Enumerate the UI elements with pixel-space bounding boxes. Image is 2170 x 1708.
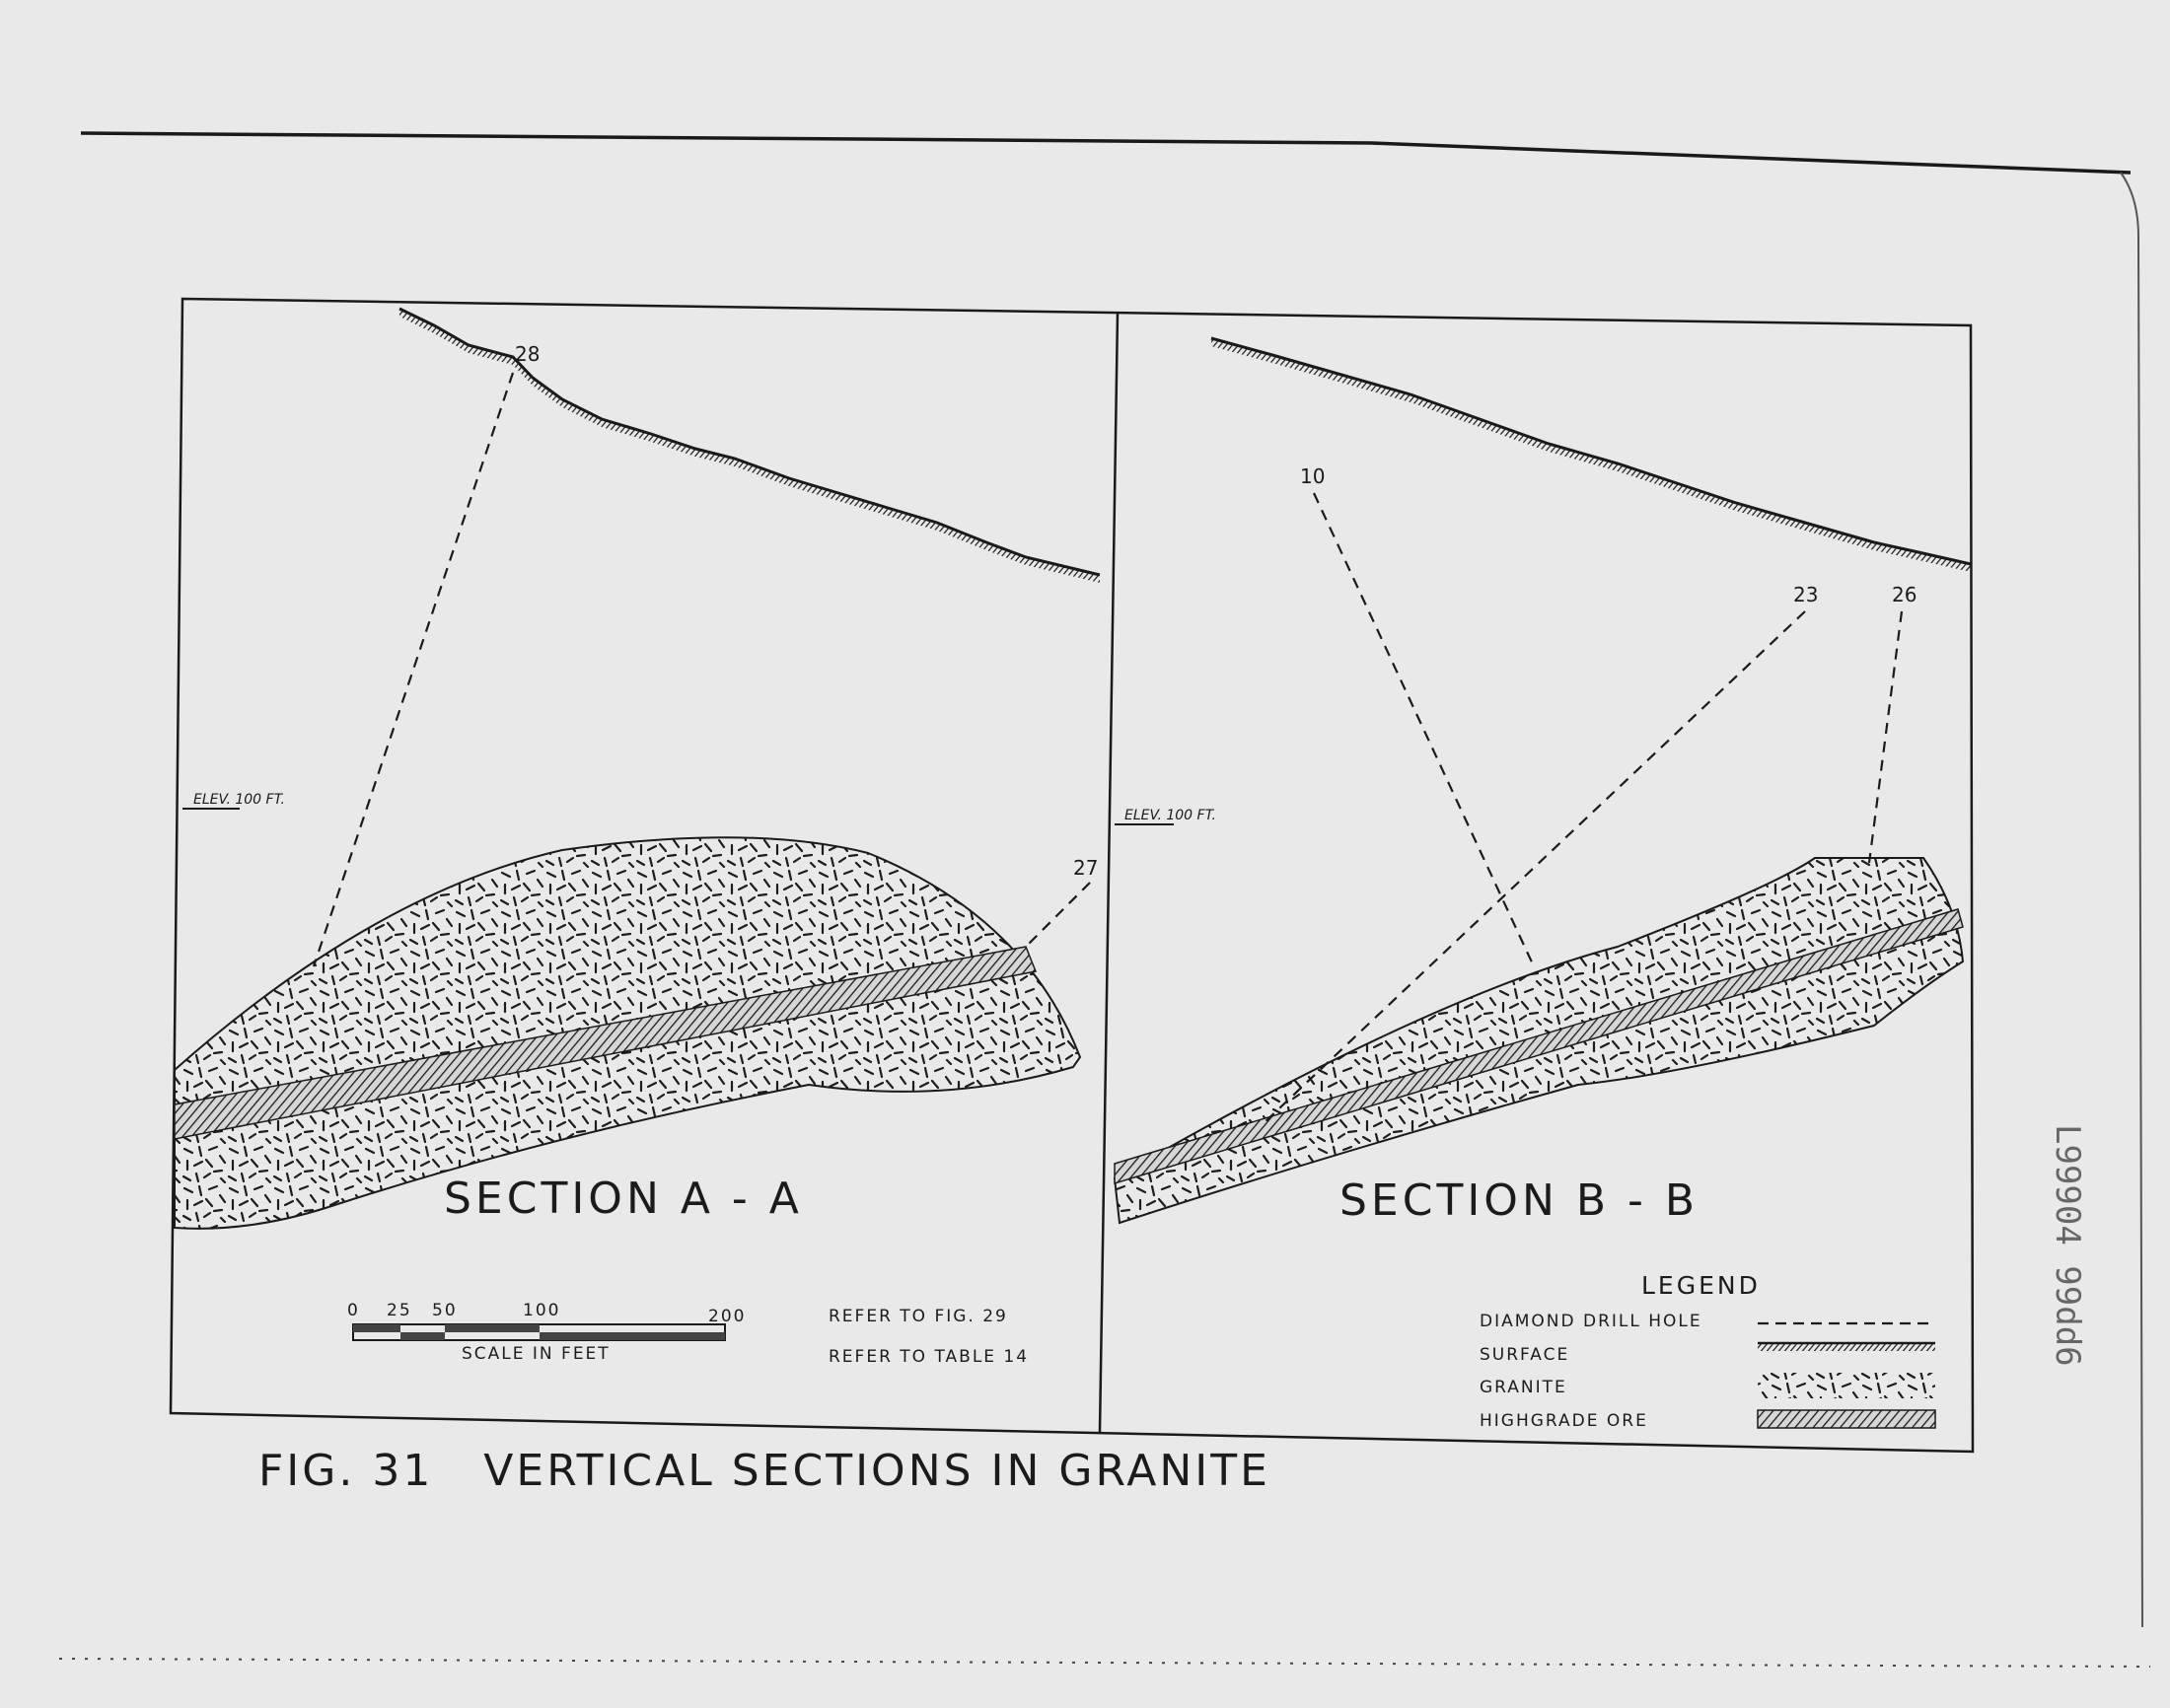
scale-label: SCALE IN FEET: [462, 1344, 611, 1364]
reference-table: REFER TO TABLE 14: [829, 1347, 1030, 1367]
drill-hole-label-26: 26: [1892, 583, 1917, 606]
elevation-label-b: ELEV. 100 FT.: [1124, 808, 1216, 823]
scale-bar: [347, 1301, 746, 1364]
legend-label-drill-hole: DIAMOND DRILL HOLE: [1480, 1312, 1702, 1331]
section-a-geology: [175, 837, 1080, 1229]
scale-tick-25: 25: [387, 1301, 412, 1320]
drill-hole-26: [1869, 611, 1902, 863]
section-title-b: SECTION B - B: [1339, 1175, 1700, 1226]
legend-label-granite: GRANITE: [1480, 1378, 1567, 1397]
section-b-geology: [1115, 858, 1963, 1223]
drill-hole-label-10: 10: [1300, 464, 1326, 488]
ore-band-b: [1115, 909, 1963, 1183]
scale-tick-0: 0: [347, 1301, 360, 1320]
drill-hole-label-28: 28: [515, 342, 541, 366]
section-divider: [1100, 314, 1118, 1432]
scale-tick-100: 100: [523, 1301, 561, 1320]
reference-figure: REFER TO FIG. 29: [829, 1307, 1008, 1326]
drill-hole-label-23: 23: [1793, 583, 1819, 606]
figure-caption: FIG. 31 VERTICAL SECTIONS IN GRANITE: [258, 1446, 1270, 1496]
legend-symbol-surface: [1758, 1343, 1935, 1351]
drill-hole-10: [1314, 493, 1534, 966]
section-title-a: SECTION A - A: [444, 1174, 803, 1224]
scale-tick-50: 50: [432, 1301, 458, 1320]
legend-symbol-highgrade-ore: [1758, 1410, 1935, 1428]
surface-profile-b: [1211, 338, 1971, 572]
legend-label-surface: SURFACE: [1480, 1345, 1570, 1365]
surface-profile-a: [399, 309, 1100, 583]
legend-title: LEGEND: [1641, 1271, 1761, 1300]
margin-stamp: L99904 99dd6: [2048, 1124, 2087, 1367]
elevation-label-a: ELEV. 100 FT.: [193, 792, 285, 808]
legend-label-highgrade-ore: HIGHGRADE ORE: [1480, 1411, 1648, 1431]
legend-symbol-granite: [1758, 1373, 1935, 1398]
drill-hole-label-27: 27: [1073, 856, 1099, 880]
scale-tick-200: 200: [708, 1307, 747, 1326]
legend: [1480, 1271, 1935, 1431]
scan-bottom-edge: [59, 1659, 2150, 1667]
drill-hole-27: [1026, 883, 1090, 947]
